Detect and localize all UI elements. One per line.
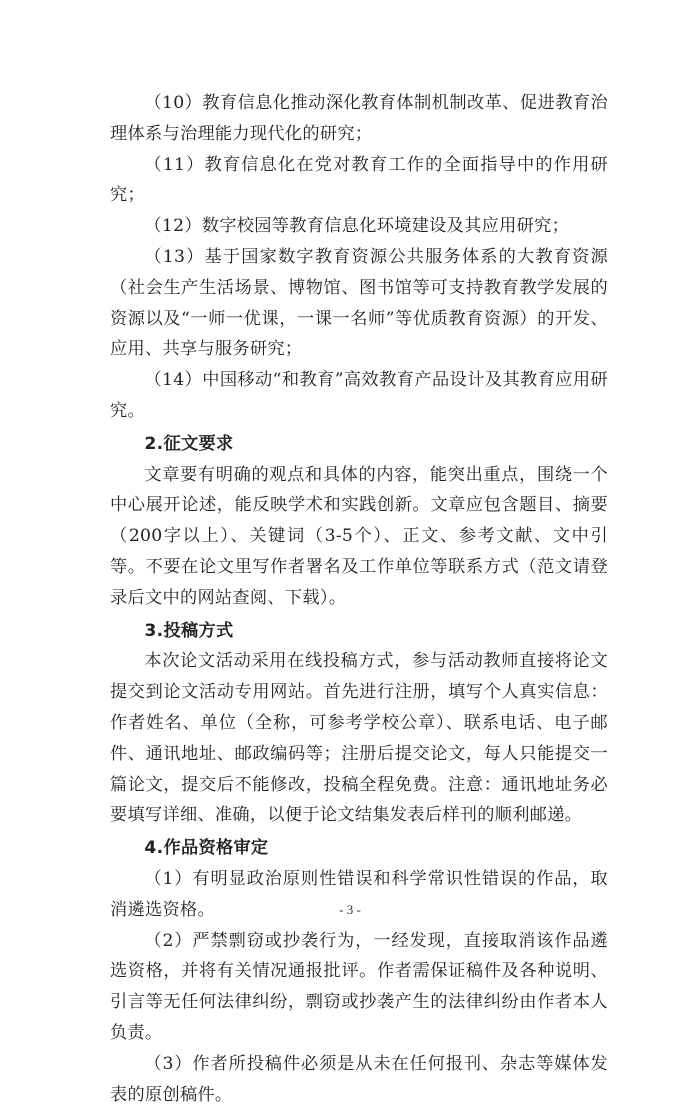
section-heading-requirements: 2.征文要求 — [144, 433, 234, 454]
qualification-item-1: （1）有明显政治原则性错误和科学常识性错误的作品，取消遴选资格。 — [110, 868, 608, 920]
list-item-12: （12）数字校园等教育信息化环境建设及其应用研究； — [144, 216, 570, 237]
list-item-10: （10）教育信息化推动深化教育体制机制改革、促进教育治理体系与治理能力现代化的研究； — [110, 93, 608, 144]
submission-paragraph: 本次论文活动采用在线投稿方式，参与活动教师直接将论文提交到论文活动专用网站。首先进行注册，填写个人真实信息：作者姓名、单位（全称，可参考学校公章）、联系电话、电子邮件、通讯地址、邮政编码等；注册后提交论文，每人只能提交一篇论文，提交后不能修改，投稿全程免费。注意：通讯地址务必要填写详细、准确，以便于论文结集发表后样刊的顺利邮递。 — [110, 651, 608, 826]
page-number: - 3 - — [339, 902, 361, 917]
list-item-13: （13）基于国家数字教育资源公共服务体系的大教育资源（社会生产生活场景、博物馆、图书馆等可支持教育教学发展的资源以及“一师一优课，一课一名师”等优质教育资源）的开发、应用、共享与服务研究； — [110, 246, 608, 360]
section-heading-qualification: 4.作品资格审定 — [144, 838, 269, 859]
qualification-item-2: （2）严禁剽窃或抄袭行为，一经发现，直接取消该作品遴选资格，并将有关情况通报批评。作者需保证稿件及各种说明、引言等无任何法律纠纷，剽窃或抄袭产生的法律纠纷由作者本人负责。 — [110, 930, 608, 1043]
list-item-11: （11）教育信息化在党对教育工作的全面指导中的作用研究； — [110, 154, 608, 206]
requirements-paragraph: 文章要有明确的观点和具体的内容，能突出重点，围绕一个中心展开论述，能反映学术和实践创新。文章应包含题目、摘要（200字以上）、关键词（3-5个）、正文、参考文献、文中引等。不要在论文里写作者署名及工作单位等联系方式（范文请登录后文中的网站查阅、下载）。 — [110, 464, 608, 608]
qualification-item-3: （3）作者所投稿件必须是从未在任何报刊、杂志等媒体发表的原创稿件。 — [110, 1053, 608, 1105]
list-item-14: （14）中国移动“和教育”高效教育产品设计及其教育应用研究。 — [110, 370, 608, 421]
section-heading-submission: 3.投稿方式 — [144, 620, 234, 641]
